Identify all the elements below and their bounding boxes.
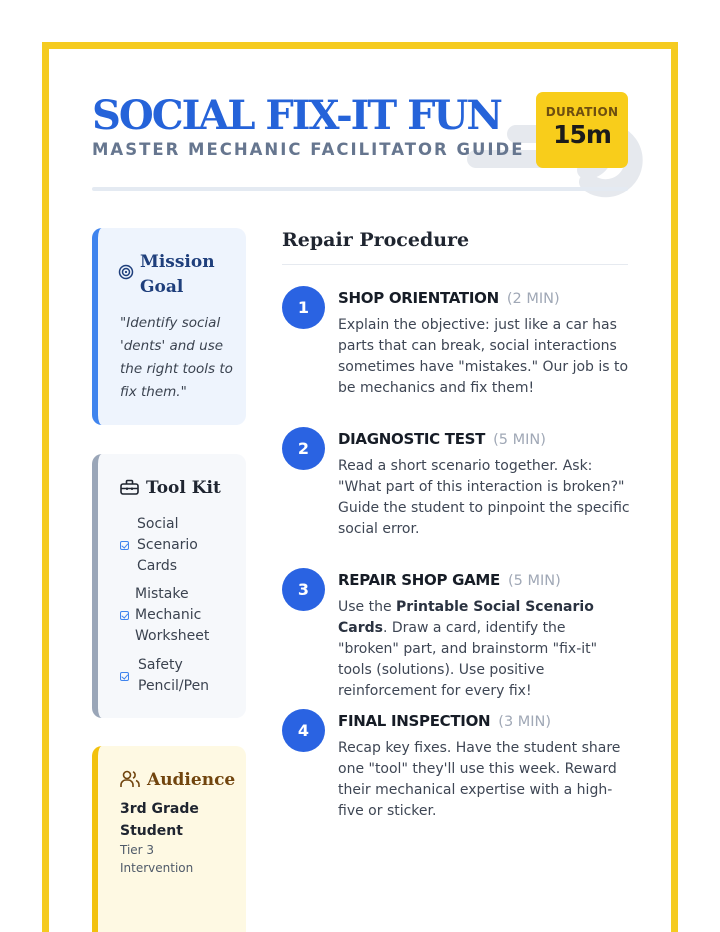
step-description: Recap key fixes. Have the student share one "tool" they'll use this week. Reward their mechanical expertise with a high-five or sticker. [338,740,621,819]
tool-kit-item [120,514,207,577]
step-description-text: Use the [338,599,397,615]
step-duration: (2 MIN) [506,291,560,307]
mission-goal-header [118,250,230,300]
step-header [338,570,561,589]
tool-kit-item [120,655,228,697]
tool-kit-item-label: Mistake Mechanic Worksheet [135,586,210,644]
step-name: SHOP ORIENTATION [338,289,499,307]
step-description: Explain the objective: just like a car has parts that can break, social interactions sometimes have "mistakes." Our job is to be mechanics and fix them! [338,317,629,396]
tool-kit-card [92,454,246,718]
step-name: DIAGNOSTIC TEST [338,430,486,448]
audience-tier: Tier 3 Intervention [120,843,194,875]
step-description-highlight: Printable Social Scenario Cards [338,599,594,636]
tool-kit-item-label: Safety Pencil/Pen [138,657,210,694]
page-subtitle: MASTER MECHANIC FACILITATOR GUIDE [92,140,525,159]
step-description-text: . Draw a card, identify the "broken" part, and brainstorm "fix-it" tools (solutions). Use positive reinforcement for every fix! [338,620,598,699]
step-description [338,597,630,702]
tool-kit-item [120,584,225,647]
procedure-title: Repair Procedure [282,229,470,251]
check-square-icon [120,541,129,550]
page-title: SOCIAL FIX-IT FUN [92,92,501,139]
step-header [338,288,560,307]
duration-value: 15m [553,120,611,149]
step-duration: (5 MIN) [493,432,546,448]
tool-kit-title: Tool Kit [146,478,221,498]
step-description: Read a short scenario together. Ask: "What part of this interaction is broken?" Guide the student to pinpoint the specific social error. [338,458,630,537]
toolbox-icon [120,479,139,496]
step-header [338,429,546,448]
step-header [338,711,551,730]
audience-grade: 3rd Grade Student [120,801,199,839]
duration-badge [536,92,628,168]
step-name: REPAIR SHOP GAME [338,571,500,589]
audience-card [92,746,246,932]
tool-kit-item-label: Social Scenario Cards [137,516,198,574]
check-square-icon [120,611,129,620]
step-duration: (5 MIN) [508,573,561,589]
audience-header [120,768,235,793]
step-duration: (3 MIN) [498,714,552,730]
tool-kit-header [120,476,221,501]
step-number-badge: 1 [282,286,325,329]
mission-goal-title: Mission Goal [140,252,215,297]
step-number-badge: 3 [282,568,325,611]
header-divider [92,187,628,191]
check-square-icon [120,672,129,681]
step-number-badge: 2 [282,427,325,470]
step-name: FINAL INSPECTION [338,712,491,730]
procedure-divider [282,264,628,265]
audience-title: Audience [147,770,236,790]
duration-label: DURATION [545,105,619,119]
users-icon [120,770,140,788]
target-icon [118,264,134,280]
mission-goal-card [92,228,246,425]
mission-goal-quote: "Identify social 'dents' and use the right tools to fix them." [120,315,233,400]
step-number-badge: 4 [282,709,325,752]
